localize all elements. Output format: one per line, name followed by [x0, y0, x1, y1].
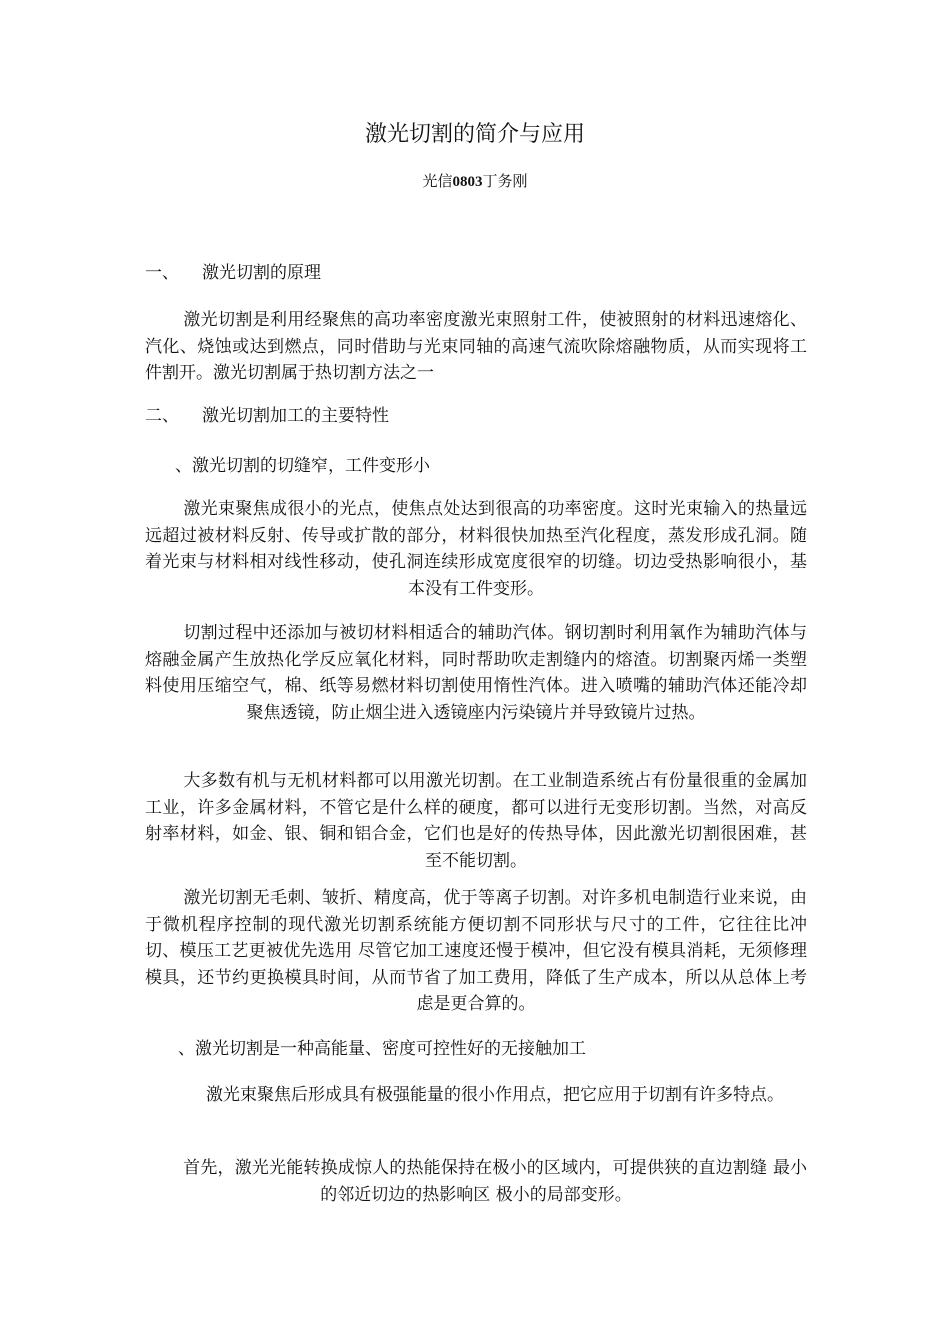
- paragraph-principle: 激光切割是利用经聚焦的高功率密度激光束照射工件，使被照射的材料迅速熔化、汽化、烧蚀或达到燃点，同时借助与光束同轴的高速气流吹除熔融物质，从而实现将工件割开。激光切割属于热切割方法之一: [145, 310, 807, 383]
- paragraph-advantages: 激光切割无毛刺、皱折、精度高，优于等离子切割。对许多机电制造行业来说，由于微机程序控制的现代激光切割系统能方便切割不同形状与尺寸的工件，它往往比冲切、模压工艺更被优先选用 尽管它加工速度还慢于模冲，但它没有模具消耗，无须修理模具，还节约更换模具时间，从而节省了加工费用，降低了生产成本，所以从总体上考虑是更合算的。: [145, 888, 807, 1014]
- paragraph-focus: 激光束聚焦成很小的光点，使焦点处达到很高的功率密度。这时光束输入的热量远远超过被材料反射、传导或扩散的部分，材料很快加热至汽化程度，蒸发形成孔洞。随着光束与材料相对线性移动，使孔洞连续形成宽度很窄的切缝。切边受热影响很小，基本没有工件变形。: [145, 499, 807, 599]
- subheading-non-contact: 、激光切割是一种高能量、密度可控性好的无接触加工: [178, 1039, 586, 1059]
- section-title: 激光切割加工的主要特性: [202, 406, 389, 426]
- paragraph-materials: 大多数有机与无机材料都可以用激光切割。在工业制造系统占有份量很重的金属加工业，许多金属材料，不管它是什么样的硬度，都可以进行无变形切割。当然，对高反射率材料，如金、银、铜和铝合金，它们也是好的传热导体，因此激光切割很困难，甚至不能切割。: [145, 771, 807, 871]
- author-class-number: 0803: [452, 174, 483, 190]
- document-title: 激光切割的简介与应用: [364, 122, 585, 147]
- section-number: 二、: [145, 406, 179, 426]
- section-heading-one: [145, 260, 807, 286]
- paragraph-energy: 激光束聚焦后形成具有极强能量的很小作用点，把它应用于切割有许多特点。: [206, 1085, 784, 1105]
- subheading-narrow-kerf: 、激光切割的切缝窄，工件变形小: [175, 456, 430, 476]
- paragraph-assist-gas: 切割过程中还添加与被切材料相适合的辅助汽体。钢切割时利用氧作为辅助汽体与熔融金属产生放热化学反应氧化材料，同时帮助吹走割缝内的熔渣。切割聚丙烯一类塑料使用压缩空气，棉、纸等易燃材料切割使用惰性汽体。进入喷嘴的辅助汽体还能冷却聚焦透镜，防止烟尘进入透镜座内污染镜片并导致镜片过热。: [145, 623, 807, 723]
- section-number: 一、: [145, 263, 179, 283]
- section-heading-two: [145, 403, 807, 429]
- author-name: 丁务刚: [482, 172, 528, 190]
- section-title: 激光切割的原理: [202, 263, 321, 283]
- paragraph-first: 首先，激光光能转换成惊人的热能保持在极小的区域内，可提供狭的直边割缝 最小的邻近切边的热影响区 极小的局部变形。: [183, 1158, 807, 1205]
- author-line: [0, 170, 950, 193]
- author-class: 光信: [422, 172, 453, 190]
